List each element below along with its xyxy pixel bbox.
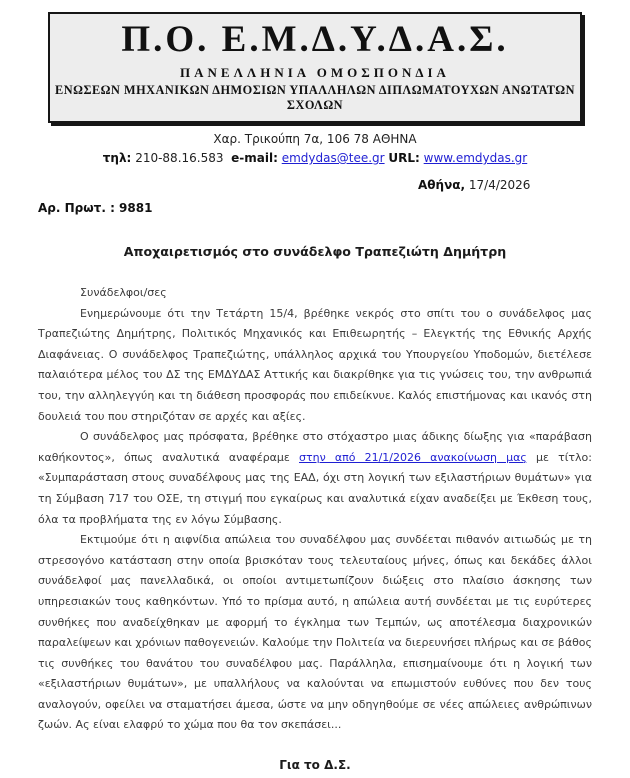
org-contact-line [0, 151, 630, 165]
announcement-link[interactable]: στην από 21/1/2026 ανακοίνωση μας [299, 450, 527, 464]
paragraph-1: Ενημερώνουμε ότι την Τετάρτη 15/4, βρέθηκε νεκρός στο σπίτι του ο συνάδελφος μας Τραπεζιώτης Δημήτρης, Πολιτικός Μηχανικός και Επιθεωρητής – Ελεγκτής της Εθνικής Αρχής Διαφάνειας. Ο συνάδελφος Τραπεζιώτης, υπάλληλος αρχικά του Υπουργείου Υποδομών, διετέλεσε παλαιότερα μέλος του ΔΣ της ΕΜΔΥΔΑΣ Αττικής και διακρίθηκε για τις γνώσεις του, την ανθρωπιά του, την αλληλεγγύη και τη διάθεση προσφοράς που επιδείκνυε. Καλός επιστήμονας και ικανός στη δουλειά του που στηριζόταν σε αρχές και αξίες. [38, 306, 592, 423]
url-label: URL: [388, 151, 420, 165]
org-name-line2: ΕΝΩΣΕΩΝ ΜΗΧΑΝΙΚΩΝ ΔΗΜΟΣΙΩΝ ΥΠΑΛΛΗΛΩΝ ΔΙΠΛΩΜΑΤΟΥΧΩΝ ΑΝΩΤΑΤΩΝ ΣΧΟΛΩΝ [55, 83, 575, 112]
date-line [418, 178, 630, 192]
city-label: Αθήνα, [418, 178, 466, 192]
paragraph-2-end: με τίτλο: «Συμπαράσταση στους συναδέλφους μας της ΕΑΔ, όχι στη λογική των εξιλαστήριων θυμάτων» για τη Σύμβαση 717 του ΟΣΕ, τη στιγμή που εγκαίρως και αναλυτικά είχαν αναδείξει με Έκθεση τους, όλα τα προβλήματα της εν λόγω Σύμβασης. [38, 450, 592, 526]
for-the-board-label: Για το Δ.Σ. [279, 758, 351, 773]
email-label: e-mail: [231, 151, 278, 165]
protocol-number: Αρ. Πρωτ. : 9881 [38, 201, 153, 215]
paragraph-3: Εκτιμούμε ότι η αιφνίδια απώλεια του συναδέλφου μας συνδέεται πιθανόν αιτιωδώς με τη στρεσογόνο κατάσταση στην οποία βρισκόταν τους τελευταίους μήνες, όπως και δεκάδες άλλοι συνάδελφοί μας πανελλαδικά, οι οποίοι αντιμετωπίζουν διώξεις στο πλαίσιο άσκησης των υπηρεσιακών τους καθηκόντων. Υπό το πρίσμα αυτό, η απώλεια αυτή συνδέεται με τις ευρύτερες συνθήκες που αναδείχθηκαν με αφορμή το έγκλημα των Τεμπών, ως αποτέλεσμα διαχρονικών παραλείψεων και χρόνιων παθογενειών. Καλούμε την Πολιτεία να διερευνήσει πλήρως και σε βάθος τις συνθήκες του θανάτου του συναδέλφου μας. Παράλληλα, επισημαίνουμε ότι η λογική των «εξιλαστήριων θυμάτων», με υπαλλήλους να καλούνται να επωμιστούν ευθύνες που δεν τους αναλογούν, οφείλει να σταματήσει άμεσα, ώστε να μην οδηγηθούμε σε νέες απώλειες ανθρώπινων ζωών. Ας είναι ελαφρύ το χώμα που θα τον σκεπάσει... [38, 533, 592, 732]
website-link[interactable]: www.emdydas.gr [423, 151, 528, 165]
salutation: Συνάδελφοι/σες [80, 286, 167, 299]
org-name-line1: ΠΑΝΕΛΛΗΝΙΑ ΟΜΟΣΠΟΝΔΙΑ [180, 65, 450, 80]
paragraph-2 [38, 427, 592, 530]
org-address: Χαρ. Τρικούπη 7α, 106 78 ΑΘΗΝΑ [213, 132, 417, 146]
phone-label: τηλ: [102, 151, 132, 165]
letterhead-box [48, 12, 582, 123]
phone-number: 210-88.16.583 [135, 151, 224, 165]
org-acronym: Π.Ο. Ε.Μ.Δ.Υ.Δ.Α.Σ. [121, 19, 509, 60]
email-link[interactable]: emdydas@tee.gr [281, 151, 385, 165]
letter-date: 17/4/2026 [468, 178, 531, 192]
letter-body [38, 283, 592, 736]
paragraph-2-start: Ο συνάδελφος μας πρόσφατα, βρέθηκε στο στόχαστρο μιας άδικης δίωξης για «παράβαση καθήκοντος», όπως αναλυτικά αναφέραμε [38, 430, 592, 464]
letter-title: Αποχαιρετισμός στο συνάδελφο Τραπεζιώτη Δημήτρη [123, 244, 507, 259]
